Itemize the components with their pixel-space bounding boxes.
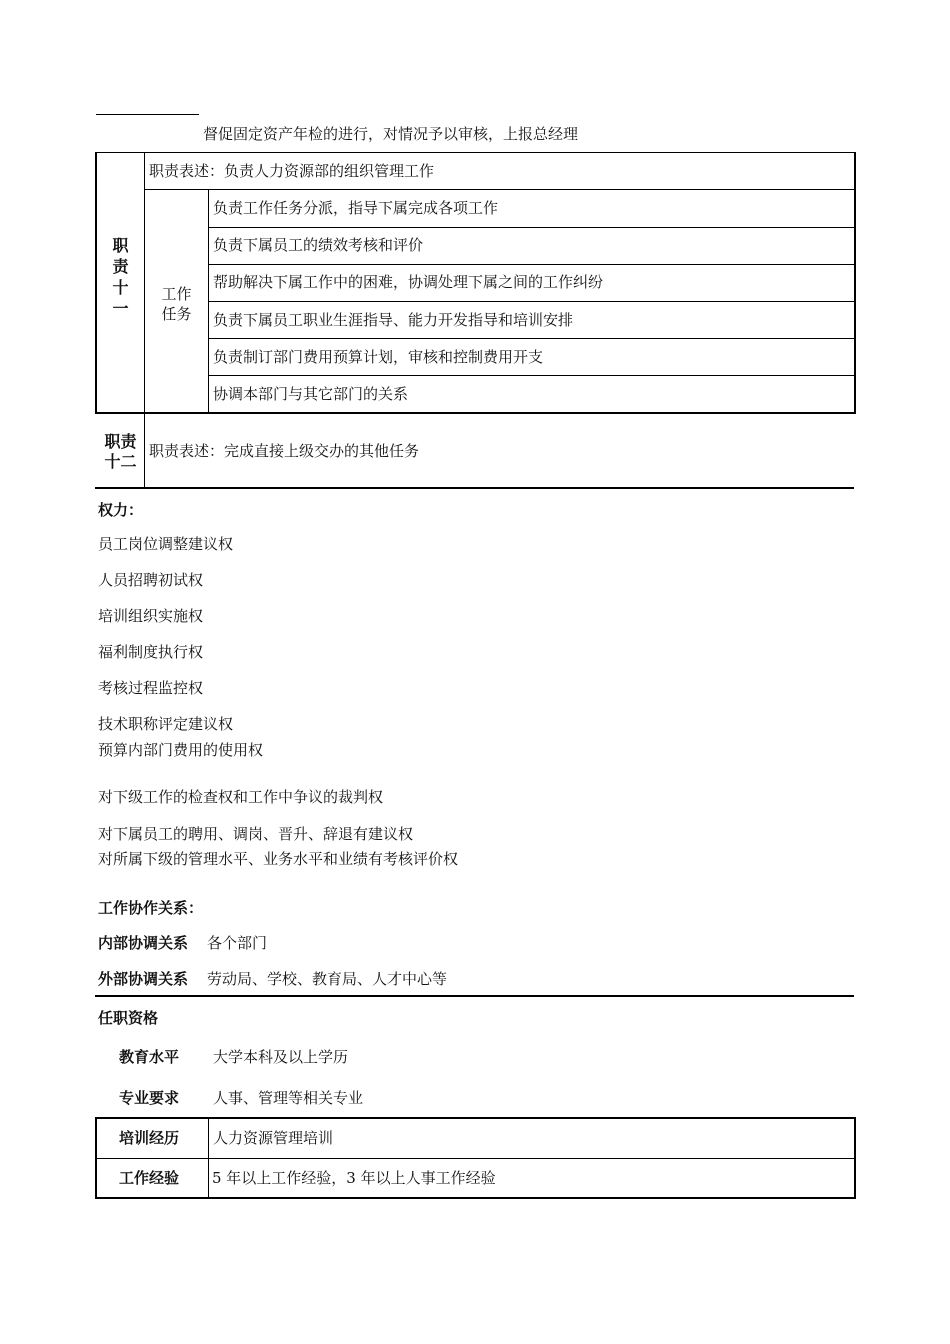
qual-table-top-border	[95, 1117, 856, 1119]
top-text: 督促固定资产年检的进行，对情况予以审核，上报总经理	[203, 125, 579, 143]
external-relations-label: 外部协调关系	[98, 970, 189, 988]
qualifications-heading: 任职资格	[98, 1009, 159, 1027]
power-item: 预算内部门费用的使用权	[98, 741, 264, 759]
task-item: 负责工作任务分派，指导下属完成各项工作	[213, 199, 499, 217]
duty11-top-border	[95, 152, 856, 153]
section-divider	[95, 995, 854, 997]
duty12-label-divider	[144, 414, 145, 488]
task-item: 负责下属员工职业生涯指导、能力开发指导和培训安排	[213, 311, 574, 329]
duty11-tasks-label	[145, 284, 208, 324]
duty11-label	[97, 235, 144, 319]
duty12-label-line: 职责	[104, 432, 137, 451]
powers-heading: 权力：	[98, 501, 144, 519]
duty12-label	[97, 432, 144, 472]
major-label: 专业要求	[119, 1089, 180, 1107]
duty12-description: 职责表述：完成直接上级交办的其他任务	[149, 442, 420, 460]
section-divider	[95, 487, 854, 489]
power-item: 考核过程监控权	[98, 679, 204, 697]
external-relations-value: 劳动局、学校、教育局、人才中心等	[207, 970, 448, 988]
duty12-label-line: 十二	[104, 452, 137, 471]
education-value: 大学本科及以上学历	[213, 1048, 349, 1066]
qual-table-left-border	[95, 1117, 97, 1199]
task-item: 帮助解决下属工作中的困难，协调处理下属之间的工作纠纷	[213, 273, 604, 291]
training-value: 人力资源管理培训	[213, 1129, 334, 1147]
qual-table-label-divider	[208, 1117, 209, 1199]
qual-table-right-border	[854, 1117, 856, 1199]
duty11-label-line: 责	[112, 257, 129, 276]
power-item: 人员招聘初试权	[98, 571, 204, 589]
task-row-divider	[209, 338, 855, 339]
duty11-label-divider	[144, 152, 145, 414]
duty11-description: 职责表述：负责人力资源部的组织管理工作	[149, 162, 435, 180]
duty11-label-line: 十	[112, 278, 129, 297]
task-row-divider	[209, 375, 855, 376]
power-item: 员工岗位调整建议权	[98, 535, 234, 553]
major-value: 人事、管理等相关专业	[213, 1089, 364, 1107]
duty11-label-line: 一	[112, 299, 129, 318]
qual-table-bottom-border	[95, 1197, 856, 1199]
power-item: 对下属员工的聘用、调岗、晋升、辞退有建议权	[98, 825, 414, 843]
experience-value: 5 年以上工作经验，3 年以上人事工作经验	[212, 1169, 496, 1187]
education-label: 教育水平	[119, 1048, 180, 1066]
internal-relations-label: 内部协调关系	[98, 934, 189, 952]
task-item: 负责下属员工的绩效考核和评价	[213, 236, 424, 254]
power-item: 培训组织实施权	[98, 607, 204, 625]
power-item: 对所属下级的管理水平、业务水平和业绩有考核评价权	[98, 850, 459, 868]
power-item: 对下级工作的检查权和工作中争议的裁判权	[98, 788, 384, 806]
power-item: 技术职称评定建议权	[98, 715, 234, 733]
task-item: 负责制订部门费用预算计划，审核和控制费用开支	[213, 348, 544, 366]
relations-heading: 工作协作关系：	[98, 899, 204, 917]
qual-table-row-divider	[95, 1158, 856, 1159]
duty11-label-line: 职	[112, 236, 129, 255]
task-row-divider	[209, 264, 855, 265]
tasks-label-line: 任务	[161, 305, 192, 323]
power-item: 福利制度执行权	[98, 643, 204, 661]
task-row-divider	[209, 301, 855, 302]
task-row-divider	[209, 227, 855, 228]
experience-label: 工作经验	[119, 1169, 180, 1187]
duty11-desc-divider	[145, 189, 855, 190]
task-item: 协调本部门与其它部门的关系	[213, 385, 409, 403]
top-short-rule	[96, 114, 199, 115]
internal-relations-value: 各个部门	[207, 934, 268, 952]
duty11-bottom-border	[95, 412, 856, 414]
training-label: 培训经历	[119, 1129, 180, 1147]
tasks-label-line: 工作	[161, 285, 192, 303]
